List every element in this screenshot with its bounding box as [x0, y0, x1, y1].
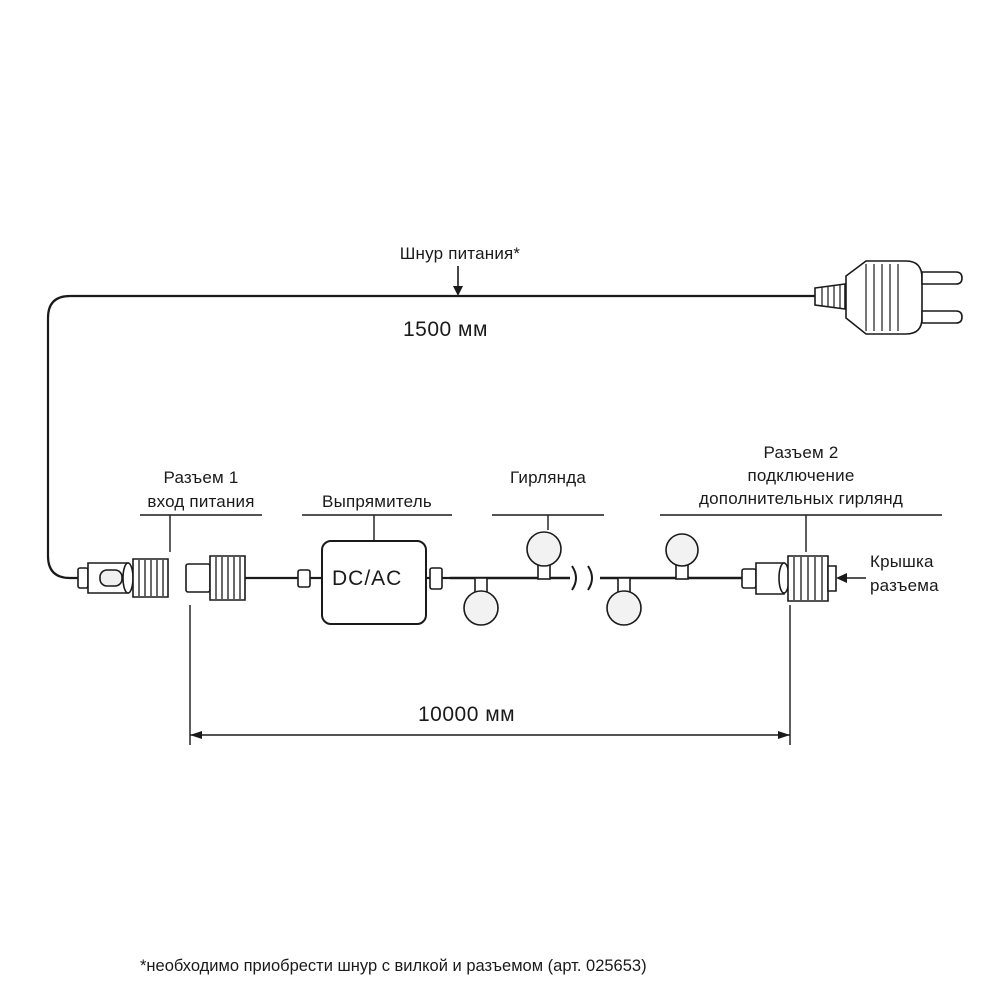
- rectifier-label: DC/AC: [332, 567, 403, 590]
- connector-2-icon: [742, 556, 836, 601]
- bulb-up-2: [666, 534, 698, 579]
- connector-cap-callout-arrow: [836, 573, 866, 583]
- footnote-text: *необходимо приобрести шнур с вилкой и разъемом (арт. 025653): [140, 957, 647, 975]
- bulb-down-1: [464, 578, 498, 625]
- label-connector-2-line2: подключение: [747, 466, 855, 485]
- label-connector-1-line1: Разъем 1: [163, 468, 239, 487]
- connector-1-icon: [78, 559, 168, 597]
- rectifier-output-lead: [426, 568, 450, 589]
- label-power-cord: Шнур питания*: [399, 244, 521, 263]
- bulb-down-2: [607, 578, 641, 625]
- connector-1-mate-icon: [186, 556, 322, 600]
- mains-plug-icon: [815, 261, 962, 334]
- label-connector-2-line1: Разъем 2: [763, 443, 839, 462]
- power-cord-callout-arrow: [453, 266, 463, 296]
- label-rectifier: Выпрямитель: [322, 492, 432, 511]
- dimension-label-garland: 10000 мм: [418, 703, 516, 726]
- label-connector-cap-line2: разъема: [870, 576, 939, 595]
- label-garland: Гирлянда: [509, 468, 587, 487]
- label-connector-cap-line1: Крышка: [870, 552, 934, 571]
- bulb-up-1: [527, 532, 561, 579]
- label-connector-1-line2: вход питания: [147, 492, 255, 511]
- wire-break-symbol: [572, 566, 592, 590]
- dimension-label-cord: 1500 мм: [403, 318, 488, 341]
- label-connector-2-line3: дополнительных гирлянд: [699, 489, 903, 508]
